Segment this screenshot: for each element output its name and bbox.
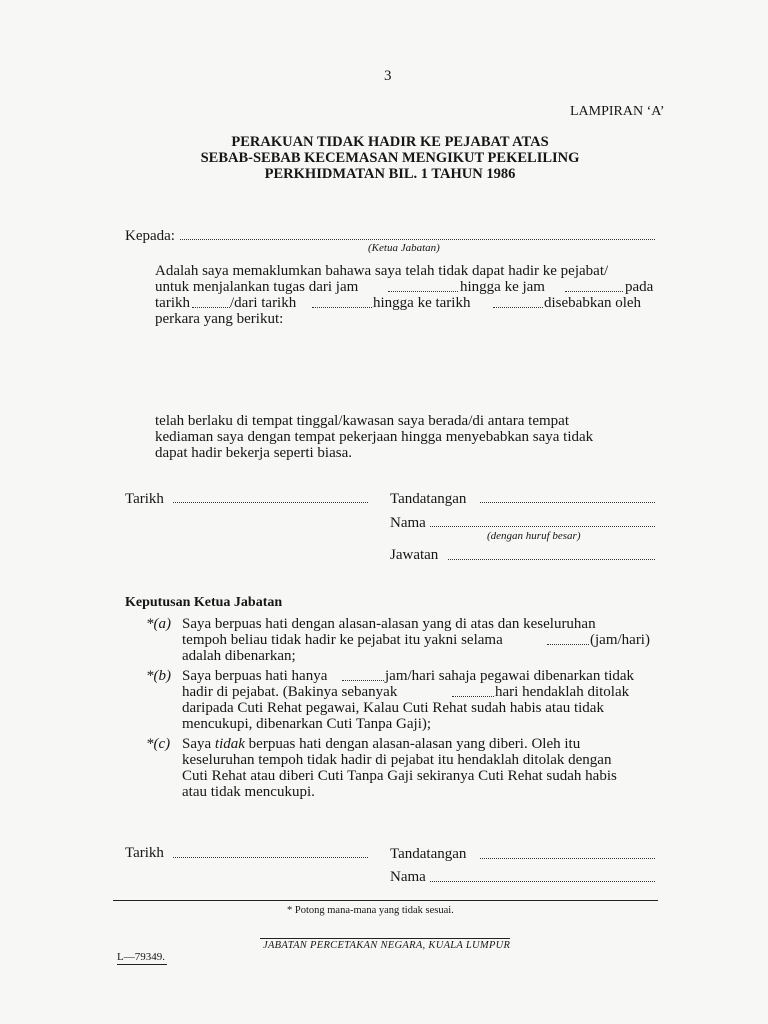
option-c-line3: Cuti Rehat atau diberi Cuti Tanpa Gaji sekiranya Cuti Rehat sudah habis (182, 768, 617, 784)
para1-line2-b: hingga ke jam (460, 279, 545, 295)
option-a-duration-field[interactable] (547, 633, 589, 645)
option-c-marker: *(c) (146, 736, 171, 752)
para1-line3-a: tarikh (155, 295, 190, 311)
footer-rule (113, 900, 658, 901)
tarikh-field[interactable] (192, 296, 230, 308)
para1-line1: Adalah saya memaklumkan bahawa saya telah tidak dapat hadir ke pejabat/ (155, 263, 609, 279)
option-b-baki-field[interactable] (452, 685, 494, 697)
para1-line4: perkara yang berikut: (155, 311, 284, 327)
title-line-1: PERAKUAN TIDAK HADIR KE PEJABAT ATAS (231, 134, 549, 150)
option-b-line2-b: hari hendaklah ditolak (495, 684, 630, 700)
para1-line3-b: /dari tarikh (230, 295, 297, 311)
sign1-jawatan-field[interactable] (448, 548, 655, 560)
kepada-label: Kepada: (125, 228, 175, 244)
jam-to-field[interactable] (565, 280, 623, 292)
jam-from-field[interactable] (388, 280, 458, 292)
option-a-marker: *(a) (146, 616, 171, 632)
para1-line3-d: disebabkan oleh (544, 295, 642, 311)
option-a-line2-a: tempoh beliau tidak hadir ke pejabat itu yakni selama (182, 632, 503, 648)
hingga-tarikh-field[interactable] (493, 296, 543, 308)
option-b-line2-a: hadir di pejabat. (Bakinya sebanyak (182, 684, 398, 700)
kepada-note: (Ketua Jabatan) (368, 242, 440, 254)
sign2-tarikh-label: Tarikh (125, 845, 164, 861)
lampiran-label: LAMPIRAN ‘A’ (570, 104, 665, 119)
form-title (150, 134, 630, 182)
sign2-tarikh-field[interactable] (173, 846, 368, 858)
sign1-tandatangan-label: Tandatangan (390, 491, 467, 507)
sign1-nama-note: (dengan huruf besar) (487, 530, 581, 542)
sign1-tandatangan-field[interactable] (480, 491, 655, 503)
para2-line3: dapat hadir bekerja seperti biasa. (155, 445, 352, 461)
sign2-nama-label: Nama (390, 869, 426, 885)
title-line-3: PERKHIDMATAN BIL. 1 TAHUN 1986 (264, 166, 516, 182)
para1-line3-c: hingga ke tarikh (373, 295, 471, 311)
option-c-tidak: tidak (214, 736, 245, 752)
para1-line2-c: pada (625, 279, 654, 295)
option-a-line1: Saya berpuas hati dengan alasan-alasan yang di atas dan keseluruhan (182, 616, 596, 632)
sign1-tarikh-label: Tarikh (125, 491, 164, 507)
sign1-nama-field[interactable] (430, 515, 655, 527)
sign2-nama-field[interactable] (430, 870, 655, 882)
option-a-line2-b: (jam/hari) (590, 632, 650, 648)
para1-line2-a: untuk menjalankan tugas dari jam (155, 279, 359, 295)
option-c-line1-c: berpuas hati dengan alasan-alasan yang diberi. Oleh itu (248, 736, 581, 752)
option-b-line1-b: jam/hari sahaja pegawai dibenarkan tidak (385, 668, 635, 684)
dari-tarikh-field[interactable] (312, 296, 372, 308)
form-code: L—79349. (117, 951, 165, 963)
printer-rule (260, 938, 510, 939)
option-c-line2: keseluruhan tempoh tidak hadir di pejabat itu hendaklah ditolak dengan (182, 752, 612, 768)
para2-line1: telah berlaku di tempat tinggal/kawasan saya berada/di antara tempat (155, 413, 569, 429)
footnote: * Potong mana-mana yang tidak sesuai. (287, 905, 454, 916)
sign1-tarikh-field[interactable] (173, 491, 368, 503)
option-c-line1 (182, 736, 580, 753)
option-b-jam-field[interactable] (342, 669, 384, 681)
code-underline (117, 964, 167, 965)
sign1-nama-label: Nama (390, 515, 426, 531)
sign2-tandatangan-label: Tandatangan (390, 846, 467, 862)
option-c-line1-a: Saya (182, 736, 212, 752)
option-b-line3: daripada Cuti Rehat pegawai, Kalau Cuti Rehat sudah habis atau tidak (182, 700, 604, 716)
option-c-line4: atau tidak mencukupi. (182, 784, 315, 800)
sign1-jawatan-label: Jawatan (390, 547, 439, 563)
sign2-tandatangan-field[interactable] (480, 847, 655, 859)
option-b-line1-a: Saya berpuas hati hanya (182, 668, 328, 684)
keputusan-heading: Keputusan Ketua Jabatan (125, 595, 283, 610)
title-line-2: SEBAB-SEBAB KECEMASAN MENGIKUT PEKELILING (200, 150, 580, 166)
page-number: 3 (384, 68, 392, 84)
option-b-line4: mencukupi, dibenarkan Cuti Tanpa Gaji); (182, 716, 432, 732)
printer-credit: JABATAN PERCETAKAN NEGARA, KUALA LUMPUR (263, 940, 511, 951)
option-a-line3: adalah dibenarkan; (182, 648, 296, 664)
kepada-field[interactable] (180, 228, 655, 240)
option-b-marker: *(b) (146, 668, 171, 684)
para2-line2: kediaman saya dengan tempat pekerjaan hingga menyebabkan saya tidak (155, 429, 594, 445)
